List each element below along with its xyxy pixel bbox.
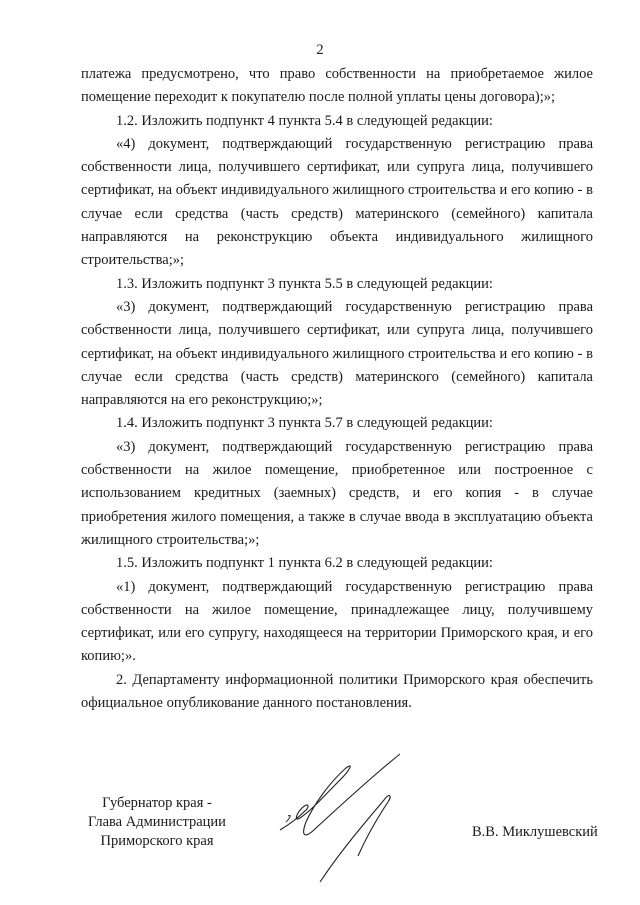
signatory-name: В.В. Миклушевский [472,824,598,840]
paragraph: «4) документ, подтверждающий государственную регистрацию права собственности лица, получившего сертификат, или супруга лица, получившего сертификат, на объект индивидуального жилищного строительства и его копию - в случае если средства (часть средств) материнского (семейного) капитала направляются на реконструкцию объекта индивидуального жилищного строительства;»; [81,135,593,269]
signatory-title-line: Глава Администрации [88,814,226,830]
paragraph: 1.3. Изложить подпункт 3 пункта 5.5 в следующей редакции: [116,275,493,292]
paragraph: 2. Департаменту информационной политики Приморского края обеспечить официальное опубликование данного постановления. [81,671,593,712]
paragraph: платежа предусмотрено, что право собственности на приобретаемое жилое помещение переходит к покупателю после полной уплаты цены договора);»; [81,66,593,106]
paragraph: 1.2. Изложить подпункт 4 пункта 5.4 в следующей редакции: [116,112,493,129]
handwritten-signature [250,752,440,892]
paragraph: «3) документ, подтверждающий государственную регистрацию права собственности на жилое помещение, приобретенное или построенное с использованием кредитных (заемных) средств, и его копия - в случае приобретения жилого помещения, а также в случае ввода в эксплуатацию объекта жилищного строительства;»; [81,438,593,548]
paragraph: 1.4. Изложить подпункт 3 пункта 5.7 в следующей редакции: [116,415,493,432]
paragraph: «3) документ, подтверждающий государственную регистрацию права собственности лица, получившего сертификат, или супруга лица, получившего сертификат, на объект индивидуального жилищного строительства и его копию - в случае если средства (часть средств) материнского (семейного) капитала направляются на его реконструкцию;»; [81,298,593,409]
signatory-title [62,794,252,851]
document-body [81,63,593,715]
page-number: 2 [316,42,324,58]
signatory-title-line: Губернатор края - [102,795,212,811]
paragraph: 1.5. Изложить подпункт 1 пункта 6.2 в следующей редакции: [116,555,493,572]
signatory-title-line: Приморского края [100,833,214,849]
paragraph: «1) документ, подтверждающий государственную регистрацию права собственности на жилое помещение, принадлежащее лицу, получившему сертификат, или его супругу, находящееся на территории Приморского края, и его копию;». [81,578,593,665]
